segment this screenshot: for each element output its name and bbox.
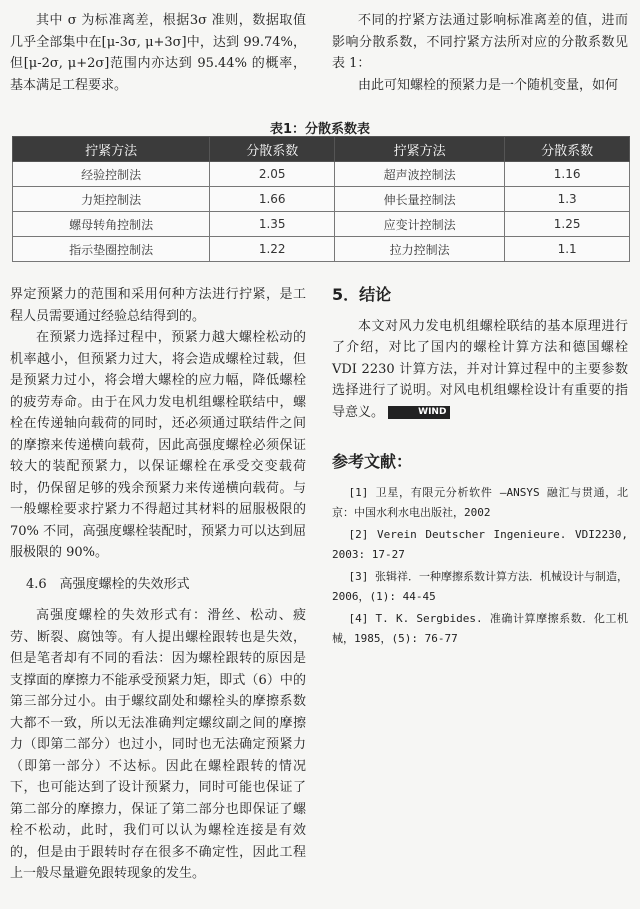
paragraph: 由此可知螺栓的预紧力是一个随机变量，如何 bbox=[358, 77, 619, 93]
table-cell: 指示垫圈控制法 bbox=[13, 237, 210, 262]
table-cell: 应变计控制法 bbox=[335, 212, 505, 237]
table-row bbox=[13, 212, 630, 237]
table-cell: 2.05 bbox=[210, 162, 335, 187]
table-header: 拧紧方法 bbox=[335, 137, 505, 162]
table-row bbox=[13, 162, 630, 187]
conclusion-paragraph: 本文对风力发电机组螺栓联结的基本原理进行了介绍，对比了国内的螺栓计算方法和德国螺栓 VDI 2230 计算方法，并对计算过程中的主要参数选择进行了说明。对风电机组螺栓设计有重要的指导意义。 WIND bbox=[332, 318, 628, 420]
paragraph: 界定预紧力的范围和采用何种方法进行拧紧，是工程人员需要通过经验总结得到的。 bbox=[10, 287, 306, 324]
table-header: 分散系数 bbox=[505, 137, 630, 162]
table-cell: 1.3 bbox=[505, 187, 630, 212]
left-column bbox=[10, 284, 306, 885]
table-cell: 1.22 bbox=[210, 237, 335, 262]
table-cell: 1.1 bbox=[505, 237, 630, 262]
paragraph: 高强度螺栓的失效形式有：滑丝、松动、疲劳、断裂、腐蚀等。有人提出螺栓跟转也是失效，但是笔者却有不同的看法：因为螺栓跟转的原因是支撑面的摩擦力不能承受预紧力矩，即式（6）中的第三部分过小。由于螺纹副处和螺栓头的摩擦系数大都不一致，所以无法准确判定螺纹副之间的摩擦力（即第二部分）也过小，同时也无法确定预紧力（即第一部分）不达标。因此在螺栓跟转的情况下，也可能达到了设计预紧力，同时可能也保证了第二部分的摩擦力，保证了第二部分也即保证了螺栓不松动，此时，我们可以认为螺栓连接是有效的，但是由于跟转时存在很多不确定性，因此工程上一般尽量避免跟转现象的发生。 bbox=[10, 608, 306, 881]
reference-item: [4] T. K. Sergbides. 准确计算摩擦系数．化工机械，1985，(5): 76-77 bbox=[332, 611, 628, 645]
wind-logo: WIND bbox=[388, 406, 450, 419]
table-cell: 超声波控制法 bbox=[335, 162, 505, 187]
table-cell: 1.25 bbox=[505, 212, 630, 237]
paragraph: 不同的拧紧方法通过影响标准离差的值，进而影响分散系数，不同拧紧方法所对应的分散系数见表 1： bbox=[332, 13, 628, 71]
dispersion-table bbox=[12, 136, 630, 262]
references-heading: 参考文献： bbox=[332, 452, 413, 471]
table-cell: 螺母转角控制法 bbox=[13, 212, 210, 237]
right-column bbox=[332, 284, 628, 651]
reference-item: [2] Verein Deutscher Ingenieure. VDI2230, 2003: 17-27 bbox=[332, 527, 628, 561]
section-heading-conclusion: 5．结论 bbox=[332, 285, 392, 304]
table-row bbox=[13, 237, 630, 262]
table-header: 分散系数 bbox=[210, 137, 335, 162]
section-heading-4-6: 4.6 高强度螺栓的失效形式 bbox=[26, 576, 190, 592]
table-cell: 伸长量控制法 bbox=[335, 187, 505, 212]
table-caption: 表1：分散系数表 bbox=[269, 122, 371, 137]
top-left-paragraph: 其中 σ 为标准离差，根据3σ 准则，数据取值几乎全部集中在[μ-3σ, μ+3σ]中，达到 99.74%，但[μ-2σ, μ+2σ]范围内亦达到 95.44% 的概率，基本满足工程要求。 bbox=[10, 13, 306, 93]
table-header: 拧紧方法 bbox=[13, 137, 210, 162]
table-cell: 经验控制法 bbox=[13, 162, 210, 187]
reference-item: [3] 张辑祥．一种摩擦系数计算方法．机械设计与制造，2006，(1): 44-45 bbox=[332, 569, 628, 603]
reference-list bbox=[332, 483, 628, 649]
table-cell: 力矩控制法 bbox=[13, 187, 210, 212]
table-cell: 1.35 bbox=[210, 212, 335, 237]
table-cell: 1.66 bbox=[210, 187, 335, 212]
table-header-row bbox=[13, 137, 630, 162]
reference-item: [1] 卫星，有限元分析软件 —ANSYS 融汇与贯通，北京：中国水利水电出版社，2002 bbox=[332, 485, 628, 519]
table-cell: 拉力控制法 bbox=[335, 237, 505, 262]
paragraph: 在预紧力选择过程中，预紧力越大螺栓松动的机率越小，但预紧力过大，将会造成螺栓过载，但是预紧力过小，将会增大螺栓的应力幅，降低螺栓的疲劳寿命。由于在风力发电机组螺栓联结中，螺栓在传递轴向载荷的同时，还必须通过联结件之间的摩擦来传递横向载荷，因此高强度螺栓必须保证较大的装配预紧力，以保证螺栓在承受交变载荷时，仍保留足够的残余预紧力来传递横向载荷。与一般螺栓要求拧紧力不得超过其材料的屈服极限的 70% 不同，高强度螺栓装配时，预紧力可以达到屈服极限的 90%。 bbox=[10, 330, 306, 560]
table-row bbox=[13, 187, 630, 212]
table-cell: 1.16 bbox=[505, 162, 630, 187]
top-right-column bbox=[332, 10, 628, 96]
